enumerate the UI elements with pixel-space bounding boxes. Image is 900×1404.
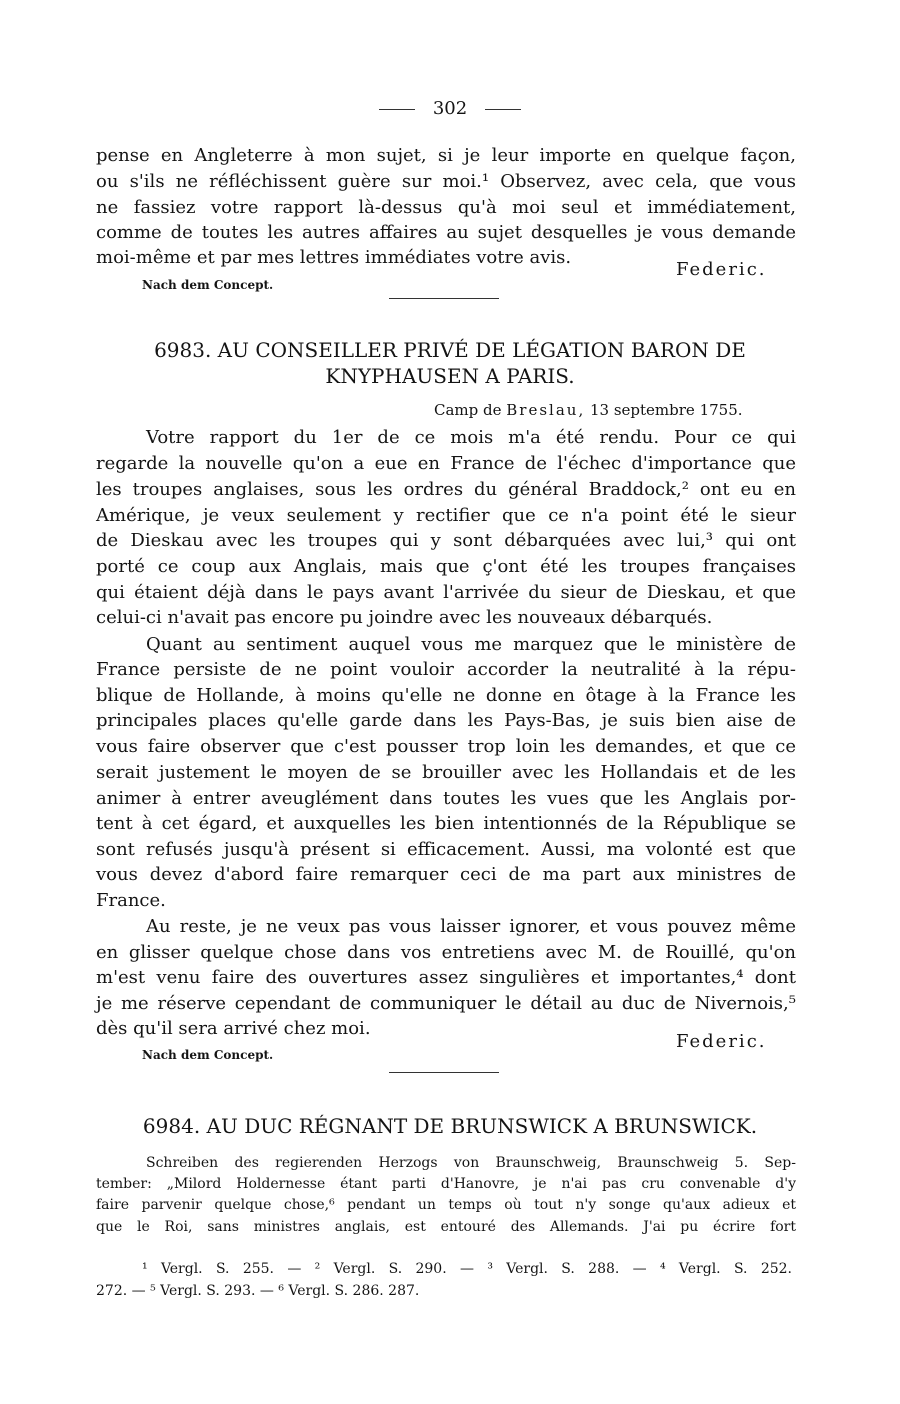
text-line: en glisser quelque chose dans vos entretiens avec M. de Rouillé, qu'on [96,942,796,963]
source-note: Nach dem Concept. [142,1048,274,1062]
text-line: Amérique, je veux seulement y rectifier que ce n'a point été le sieur [96,505,796,526]
text-line: Quant au sentiment auquel vous me marquez que le ministère de [146,634,796,655]
text-line: je me réserve cependant de communiquer le détail au duc de Nivernois,⁵ [96,993,796,1014]
text-line: ne fassiez votre rapport là-dessus qu'à moi seul et immédiatement, [96,197,796,218]
page-number-rule-right [485,109,521,110]
text-line: qui étaient déjà dans le pays avant l'arrivée du sieur de Dieskau, et que [96,582,796,603]
text-line: vous faire observer que c'est pousser trop loin les demandes, et que ce [96,736,796,757]
text-line: ou s'ils ne réfléchissent guère sur moi.¹ Observez, avec cela, que vous [96,171,796,192]
text-line: dès qu'il sera arrivé chez moi. [96,1018,371,1039]
text-line: les troupes anglaises, sous les ordres du général Braddock,² ont eu en [96,479,796,500]
text-line: principales places qu'elle garde dans les Pays-Bas, je suis bien aise de [96,710,796,731]
section-separator [389,298,499,299]
text-line: celui-ci n'avait pas encore pu joindre avec les nouveaux débarqués. [96,607,713,628]
dateline-place: Breslau, [506,401,586,419]
text-line: France persiste de ne point vouloir accorder la neutralité à la répu- [96,659,796,680]
text-line: comme de toutes les autres affaires au sujet desquelles je vous demande [96,222,796,243]
letter-heading: 6984. AU DUC RÉGNANT DE BRUNSWICK A BRUNSWICK. [142,1114,758,1138]
summary-line: tember: „Milord Holdernesse étant parti d'Hanovre, je n'ai pas cru convenable d'y [96,1176,796,1192]
summary-line: faire parvenir quelque chose,⁶ pendant un temps où tout n'y songe qu'aux adieux et [96,1197,796,1213]
text-line: serait justement le moyen de se brouiller avec les Hollandais et de les [96,762,796,783]
source-note: Nach dem Concept. [142,278,274,292]
text-line: pense en Angleterre à mon sujet, si je leur importe en quelque façon, [96,145,796,166]
text-line: Au reste, je ne veux pas vous laisser ignorer, et vous pouvez même [146,916,796,937]
dateline [434,399,784,421]
letter-heading: 6983. AU CONSEILLER PRIVÉ DE LÉGATION BARON DE [154,338,746,362]
section-separator [389,1072,499,1073]
page-number-rule-left [379,109,415,110]
text-line: regarde la nouvelle qu'on a eue en France de l'échec d'importance que [96,453,796,474]
text-line: France. [96,890,166,911]
footnote-line: 272. — ⁵ Vergl. S. 293. — ⁶ Vergl. S. 286. 287. [96,1283,420,1299]
page-number-text: 302 [432,98,468,119]
text-line: sont refusés jusqu'à présent si efficacement. Aussi, ma volonté est que [96,839,796,860]
text-line: porté ce coup aux Anglais, mais que ç'ont été les troupes françaises [96,556,796,577]
page-number [0,98,900,119]
dateline-date: 13 septembre 1755. [590,401,743,419]
text-line: moi-même et par mes lettres immédiates votre avis. [96,247,572,268]
text-line: vous devez d'abord faire remarquer ceci de ma part aux ministres de [96,864,796,885]
summary-line: que le Roi, sans ministres anglais, est entouré des Allemands. J'ai pu écrire fort [96,1219,796,1235]
letter-heading-continued: KNYPHAUSEN A PARIS. [325,364,575,388]
text-line: de Dieskau avec les troupes qui y sont débarquées avec lui,³ qui ont [96,530,796,551]
text-line: Votre rapport du 1er de ce mois m'a été rendu. Pour ce qui [146,427,796,448]
text-line: tent à cet égard, et auxquelles les bien intentionnés de la République se [96,813,796,834]
signature: Federic. [676,259,767,280]
text-line: m'est venu faire des ouvertures assez singulières et importantes,⁴ dont [96,967,796,988]
summary-line: Schreiben des regierenden Herzogs von Braunschweig, Braunschweig 5. Sep- [146,1155,796,1171]
signature: Federic. [676,1031,767,1052]
footnote-line: ¹ Vergl. S. 255. — ² Vergl. S. 290. — ³ Vergl. S. 288. — ⁴ Vergl. S. 252. [142,1261,792,1277]
text-line: animer à entrer aveuglément dans toutes les vues que les Anglais por- [96,788,796,809]
dateline-prefix: Camp de [434,401,502,419]
text-line: blique de Hollande, à moins qu'elle ne donne en ôtage à la France les [96,685,796,706]
